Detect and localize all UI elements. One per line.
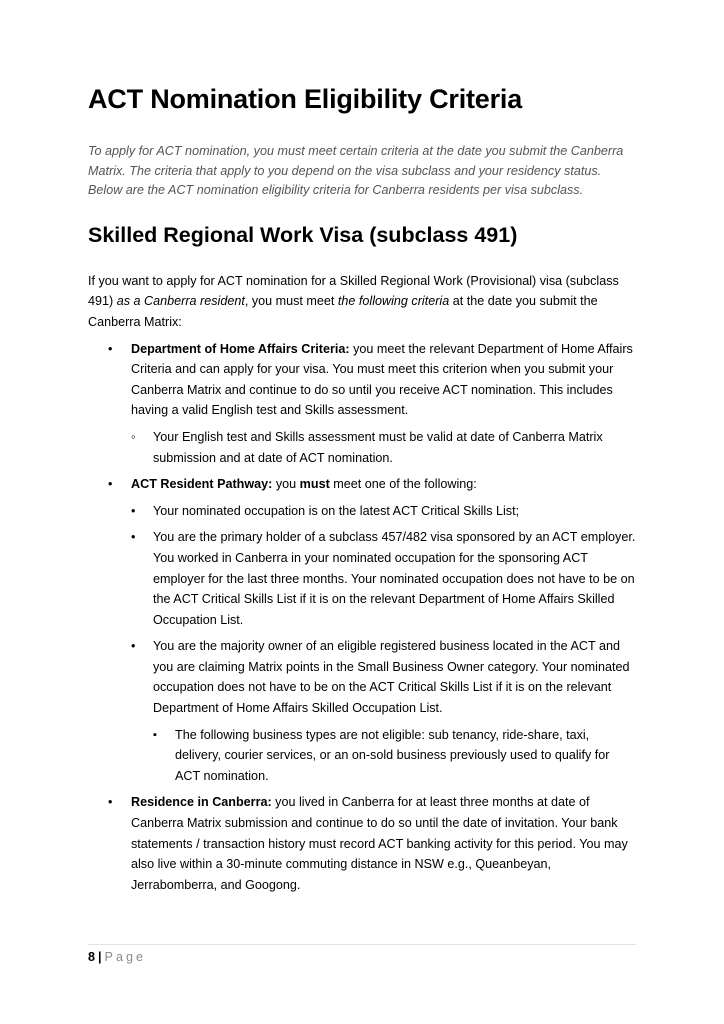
page-title: ACT Nomination Eligibility Criteria bbox=[88, 84, 523, 114]
page-footer bbox=[88, 948, 146, 966]
pathway-option-text: You are the majority owner of an eligible registered business located in the ACT and you are claiming Matrix points in the Small Business Owner category. Your nominated occupation does not have to be on the ACT Critical Skills List if it is on the relevant Department of Home Affairs Skilled Occupation List. bbox=[153, 639, 630, 716]
criterion-label: ACT Resident Pathway: bbox=[131, 477, 273, 492]
criterion-resident-pathway bbox=[88, 474, 636, 786]
intro-paragraph: To apply for ACT nomination, you must meet certain criteria at the date you submit the Canberra Matrix. The criteria that apply to you depend on the visa subclass and your residency status. Below are the ACT nomination eligibility criteria for Canberra residents per visa subclass. bbox=[88, 144, 624, 198]
footer-separator: | bbox=[98, 950, 102, 964]
criterion-text: you lived in Canberra for at least three months at date of Canberra Matrix submission and continue to do so until the date of invitation. Your bank statements / transaction history must record ACT banking activity for this period. You may also live within a 30-minute commuting distance in NSW e.g., Queanbeyan, Jerrabomberra, and Googong. bbox=[131, 795, 628, 892]
criterion-text: you bbox=[272, 477, 300, 492]
pathway-option-business bbox=[131, 636, 636, 786]
sub-sub-list bbox=[153, 725, 636, 787]
lead-text: at the date you submit the Canberra Matrix: bbox=[88, 294, 598, 329]
business-note: ▪ The following business types are not eligible: sub tenancy, ride-share, taxi, delivery, courier services, or an on-sold business previously used to qualify for ACT nomination. bbox=[153, 725, 636, 787]
lead-text: , you must meet bbox=[244, 294, 338, 309]
sub-list bbox=[131, 501, 636, 787]
page-number: 8 bbox=[88, 950, 96, 964]
criterion-text: you meet the relevant Department of Home Affairs Criteria and can apply for your visa. You must meet this criterion when you submit your Canberra Matrix and continue to do so until you receive ACT nomination. This includes having a valid English test and Skills assessment. bbox=[131, 341, 633, 418]
sub-list bbox=[131, 427, 636, 468]
footer-divider bbox=[88, 944, 636, 945]
criterion-home-affairs bbox=[88, 339, 636, 469]
criteria-list bbox=[88, 339, 636, 896]
criterion-label: Department of Home Affairs Criteria: bbox=[131, 341, 350, 356]
criterion-emphasis: must bbox=[299, 477, 330, 492]
pathway-option: • Your nominated occupation is on the latest ACT Critical Skills List; bbox=[131, 501, 636, 522]
lead-paragraph bbox=[88, 271, 636, 333]
criterion-label: Residence in Canberra: bbox=[131, 795, 272, 810]
criterion-residence bbox=[88, 792, 636, 895]
section-heading: Skilled Regional Work Visa (subclass 491) bbox=[88, 222, 518, 247]
sub-item: ◦ Your English test and Skills assessment must be valid at date of Canberra Matrix submission and at date of ACT nomination. bbox=[131, 427, 636, 468]
lead-emphasis: the following criteria bbox=[337, 294, 450, 309]
pathway-option: • You are the primary holder of a subclass 457/482 visa sponsored by an ACT employer. You worked in Canberra in your nominated occupation for the sponsoring ACT employer for the last three months. Your nominated occupation does not have to be on the ACT Critical Skills List if it is on the relevant Department of Home Affairs Skilled Occupation List. bbox=[131, 527, 636, 630]
lead-text: If you want to apply for ACT nomination for a Skilled Regional Work (Provisional) visa (subclass 491) bbox=[88, 273, 619, 309]
page-label: Page bbox=[104, 950, 146, 964]
lead-emphasis: as a Canberra resident bbox=[116, 294, 245, 309]
criterion-text: meet one of the following: bbox=[329, 477, 477, 492]
